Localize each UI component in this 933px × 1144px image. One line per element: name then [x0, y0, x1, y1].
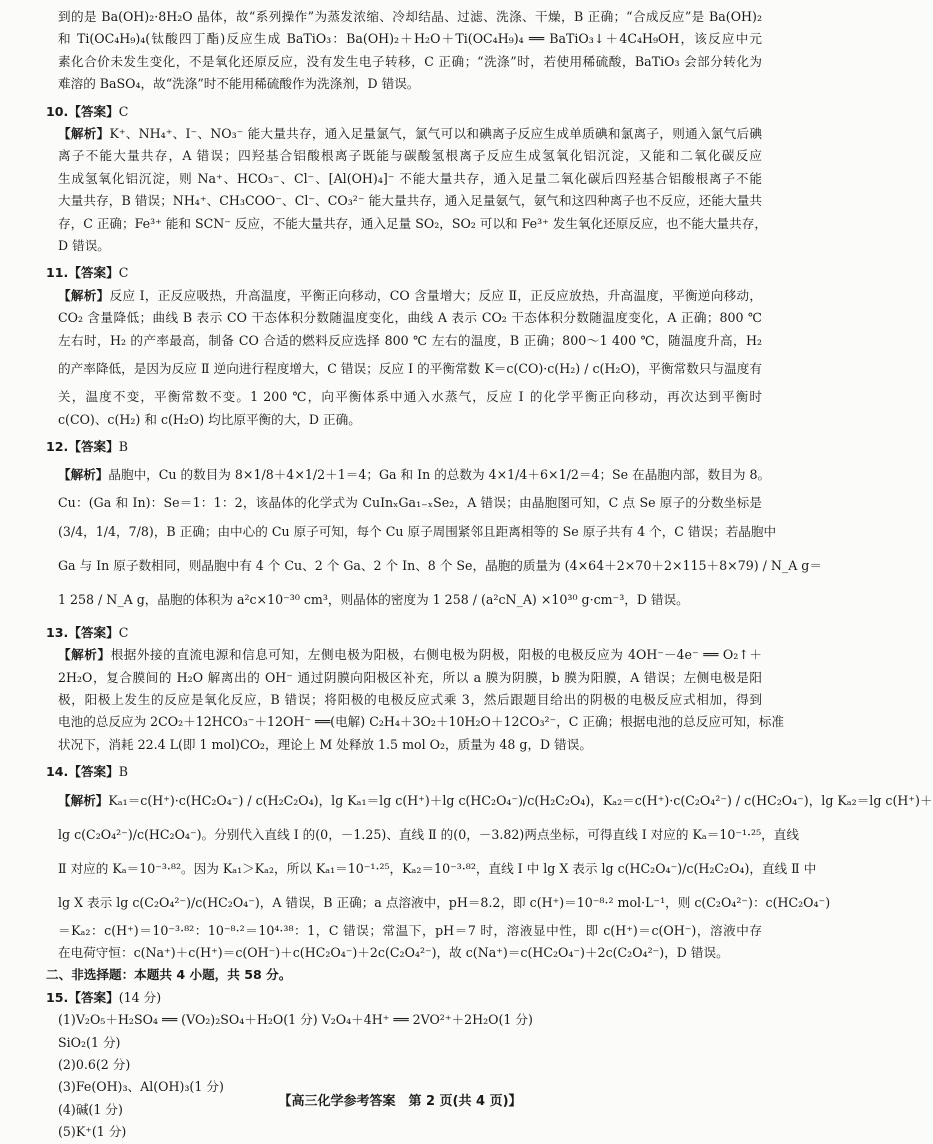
q12-answer-value: B: [118, 438, 128, 454]
answer-tag: 【答案】: [68, 989, 119, 1005]
analysis-tag: 【解析】: [58, 792, 109, 808]
q15-answer: [46, 987, 762, 1009]
q10-line: K⁺、NH₄⁺、I⁻、NO₃⁻ 能大量共存，通入足量氯气，氯气可以和碘离子反应生成单质碘和氯离子，则通入氯气后碘: [109, 126, 762, 142]
q9-block: [58, 6, 762, 96]
q13-line: 2H₂O，复合膜间的 H₂O 解离出的 OH⁻ 通过阴膜向阳极区补充，所以 a 膜为阴膜，b 膜为阳膜，A 错误；左侧电极是阳: [58, 669, 762, 685]
q10-answer-value: C: [118, 103, 129, 119]
q10-number: 10.: [46, 103, 69, 119]
q11-block: [46, 262, 762, 430]
q10-line: D 错误。: [58, 238, 110, 254]
answer-tag: 【答案】: [68, 438, 119, 454]
q15-line: (5)K⁺(1 分): [58, 1124, 127, 1140]
q11-line: 左右时，H₂ 的产率最高，制备 CO 合适的燃料反应选择 800 ℃ 左右的温度，B 正确；800～1 400 ℃，随温度升高，H₂: [58, 332, 762, 348]
q10-line: 生成氢氧化铝沉淀，则 Na⁺、HCO₃⁻、Cl⁻、[Al(OH)₄]⁻ 不能大量共存，通入足量二氧化碳后四羟基合铝酸根离子不能: [58, 170, 762, 186]
q9-line: 到的是 Ba(OH)₂·8H₂O 晶体，故“系列操作”为蒸发浓缩、冷却结晶、过滤、洗涤、干燥，B 正确；“合成反应”是 Ba(OH)₂: [58, 9, 762, 24]
q14-line: Ⅱ 对应的 Kₐ＝10⁻³·⁸²。因为 Kₐ₁＞Kₐ₂，所以 Kₐ₁＝10⁻¹·²⁵，Kₐ₂＝10⁻³·⁸²，直线 Ⅰ 中 lg X 表示 lg c(HC₂O₄⁻)/c(H₂C₂O₄)，直线 Ⅱ 中: [58, 860, 817, 876]
answer-tag: 【答案】: [68, 624, 119, 640]
q13-line: 电池的总反应为 2CO₂＋12HCO₃⁻＋12OH⁻ ══(电解) C₂H₄＋3O₂＋10H₂O＋12CO₃²⁻，C 正确；根据电池的总反应可知，标准: [58, 714, 784, 730]
q12-line: Ga 与 In 原子数相同，则晶胞中有 4 个 Cu、2 个 Ga、2 个 In、8 个 Se，晶胞的质量为 (4×64＋2×70＋2×115＋8×79) / N_A g＝: [58, 557, 822, 573]
analysis-tag: 【解析】: [58, 647, 111, 663]
q10-line: 存，C 正确；Fe³⁺ 能和 SCN⁻ 反应，不能大量共存，通入足量 SO₂，SO₂ 可以和 Fe³⁺ 发生氧化还原反应，也不能大量共存，: [58, 215, 767, 231]
q10-line: 离子不能大量共存，A 错误；四羟基合铝酸根离子既能与碳酸氢根离子反应生成氢氧化铝沉淀，又能和二氧化碳反应: [58, 148, 762, 164]
q10-answer: [46, 101, 762, 123]
q15-block: [46, 987, 762, 1144]
page-footer: 【高三化学参考答案 第 2 页(共 4 页)】: [278, 1094, 522, 1109]
section-heading: 二、非选择题：本题共 4 小题，共 58 分。: [46, 967, 292, 983]
q11-line: c(CO)、c(H₂) 和 c(H₂O) 均比原平衡的大，D 正确。: [58, 411, 361, 427]
q9-line: 和 Ti(OC₄H₉)₄(钛酸四丁酯)反应生成 BaTiO₃：Ba(OH)₂＋H₂O＋Ti(OC₄H₉)₄ ══ BaTiO₃↓＋4C₄H₉OH，该反应中元: [58, 31, 762, 47]
q15-number: 15.: [46, 989, 69, 1005]
q12-analysis-first: [58, 458, 771, 492]
q11-answer-value: C: [118, 265, 129, 281]
q14-line: lg c(C₂O₄²⁻)/c(HC₂O₄⁻)。分别代入直线 Ⅰ 的(0，－1.25)、直线 Ⅱ 的(0，－3.82)两点坐标，可得直线 Ⅰ 对应的 Kₐ＝10⁻¹·²⁵，直线: [58, 826, 799, 842]
q13-answer: [46, 622, 762, 644]
q14-line: ＝Kₐ₂：c(H⁺)＝10⁻³·⁸²：10⁻⁸·²＝10⁴·³⁸：1，C 错误；常温下，pH＝7 时，溶液显中性，即 c(H⁺)＝c(OH⁻)，溶液中存: [58, 922, 762, 938]
analysis-tag: 【解析】: [58, 287, 110, 303]
q15-line: (3)Fe(OH)₃、Al(OH)₃(1 分): [58, 1079, 224, 1095]
q13-analysis-first: [58, 644, 762, 666]
q10-line: 大量共存，B 错误；NH₄⁺、CH₃COO⁻、Cl⁻、CO₃²⁻ 能大量共存，通入足量氨气，氨气和这四种离子也不反应，还能大量共: [58, 193, 762, 209]
q11-line: 关，温度不变，平衡常数不变。1 200 ℃，向平衡体系中通入水蒸气，反应 Ⅰ 的化学平衡正向移动，再次达到平衡时: [58, 389, 762, 405]
q14-number: 14.: [46, 764, 69, 780]
q12-number: 12.: [46, 438, 69, 454]
q14-line: Kₐ₁＝c(H⁺)·c(HC₂O₄⁻) / c(H₂C₂O₄)，lg Kₐ₁＝lg c(H⁺)＋lg c(HC₂O₄⁻)/c(H₂C₂O₄)，Kₐ₂＝c(H⁺)·c(C₂O₄²⁻) / c(HC₂O₄⁻)，lg Kₐ₂＝lg c(H⁺)＋: [108, 792, 933, 808]
q12-answer: [46, 436, 762, 458]
q14-answer-value: B: [118, 764, 128, 780]
q14-line: 在电荷守恒：c(Na⁺)＋c(H⁺)＝c(OH⁻)＋c(HC₂O₄⁻)＋2c(C₂O₄²⁻)，故 c(Na⁺)＝c(HC₂O₄⁻)＋2c(C₂O₄²⁻)，D 错误。: [58, 944, 729, 960]
answer-tag: 【答案】: [68, 103, 119, 119]
q15-line: (2)0.6(2 分): [58, 1057, 131, 1072]
q13-line: 根据外接的直流电源和信息可知，左侧电极为阳极，右侧电极为阴极，阳极的电极反应为 4OH⁻－4e⁻ ══ O₂↑＋: [110, 647, 763, 663]
q15-score: (14 分): [118, 989, 162, 1005]
q11-line: 反应 Ⅰ，正反应吸热，升高温度，平衡正向移动，CO 含量增大；反应 Ⅱ，正反应放热，升高温度，平衡逆向移动，: [109, 287, 762, 303]
q14-answer: [46, 761, 762, 783]
q14-block: [46, 761, 933, 964]
q14-analysis-first: [58, 784, 933, 818]
q9-line: 难溶的 BaSO₄，故“洗涤”时不能用稀硫酸作为洗涤剂，D 错误。: [58, 76, 420, 92]
q15-line: (4)碱(1 分): [58, 1101, 123, 1117]
q12-line: (3/4，1/4，7/8)，B 正确；由中心的 Cu 原子可知，每个 Cu 原子周围紧邻且距离相等的 Se 原子共有 4 个，C 错误；若晶胞中: [58, 523, 777, 539]
q11-answer: [46, 262, 762, 284]
q12-line: Cu：(Ga 和 In)：Se＝1：1：2，该晶体的化学式为 CuInₓGa₁₋ₓSe₂，A 错误；由晶胞图可知，C 点 Se 原子的分数坐标是: [58, 495, 762, 511]
q13-block: [46, 622, 784, 756]
q14-line: lg X 表示 lg c(C₂O₄²⁻)/c(HC₂O₄⁻)，A 错误，B 正确；a 点溶液中，pH＝8.2，即 c(H⁺)＝10⁻⁸·² mol·L⁻¹，则 c(C₂O₄²⁻)：c(HC₂O₄⁻): [58, 894, 831, 910]
q11-line: 的产率降低，是因为反应 Ⅱ 逆向进行程度增大，C 错误；反应 Ⅰ 的平衡常数 K＝c(CO)·c(H₂) / c(H₂O)，平衡常数只与温度有: [58, 361, 762, 377]
q15-line: (1)V₂O₅＋H₂SO₄ ══ (VO₂)₂SO₄＋H₂O(1 分) V₂O₄＋4H⁺ ══ 2VO²⁺＋2H₂O(1 分): [58, 1012, 533, 1028]
q11-number: 11.: [46, 265, 69, 281]
q15-line: SiO₂(1 分): [58, 1034, 121, 1050]
q13-line: 状况下，消耗 22.4 L(即 1 mol)CO₂，理论上 M 处释放 1.5 mol O₂，质量为 48 g，D 错误。: [58, 736, 592, 752]
analysis-tag: 【解析】: [58, 126, 110, 142]
analysis-tag: 【解析】: [58, 467, 109, 483]
q11-analysis-first: [58, 285, 762, 307]
answer-tag: 【答案】: [68, 764, 119, 780]
q10-analysis-first: [58, 123, 762, 145]
q12-line: 晶胞中，Cu 的数目为 8×1/8＋4×1/2＋1＝4；Ga 和 In 的总数为 4×1/4＋6×1/2＝4；Se 在晶胞内部，数目为 8。: [108, 467, 771, 483]
q12-line: 1 258 / N_A g，晶胞的体积为 a²c×10⁻³⁰ cm³，则晶体的密度为 1 258 / (a²cN_A) ×10³⁰ g·cm⁻³，D 错误。: [58, 591, 689, 607]
q13-number: 13.: [46, 624, 69, 640]
q9-line: 素化合价未发生变化，不是氧化还原反应，没有发生电子转移，C 正确；“洗涤”时，若使用稀硫酸，BaTiO₃ 会部分转化为: [58, 53, 762, 69]
q12-block: [46, 436, 822, 617]
q11-line: CO₂ 含量降低；曲线 B 表示 CO 干态体积分数随温度变化，曲线 A 表示 CO₂ 干态体积分数随温度变化，A 正确；800 ℃: [58, 310, 762, 326]
q10-block: [46, 101, 767, 258]
q13-answer-value: C: [118, 624, 129, 640]
q13-line: 极，阳极上发生的反应是氧化反应，B 错误；将阳极的电极反应式乘 3，然后跟题目给出的阴极的电极反应式相加，得到: [58, 691, 762, 707]
answer-tag: 【答案】: [68, 265, 119, 281]
